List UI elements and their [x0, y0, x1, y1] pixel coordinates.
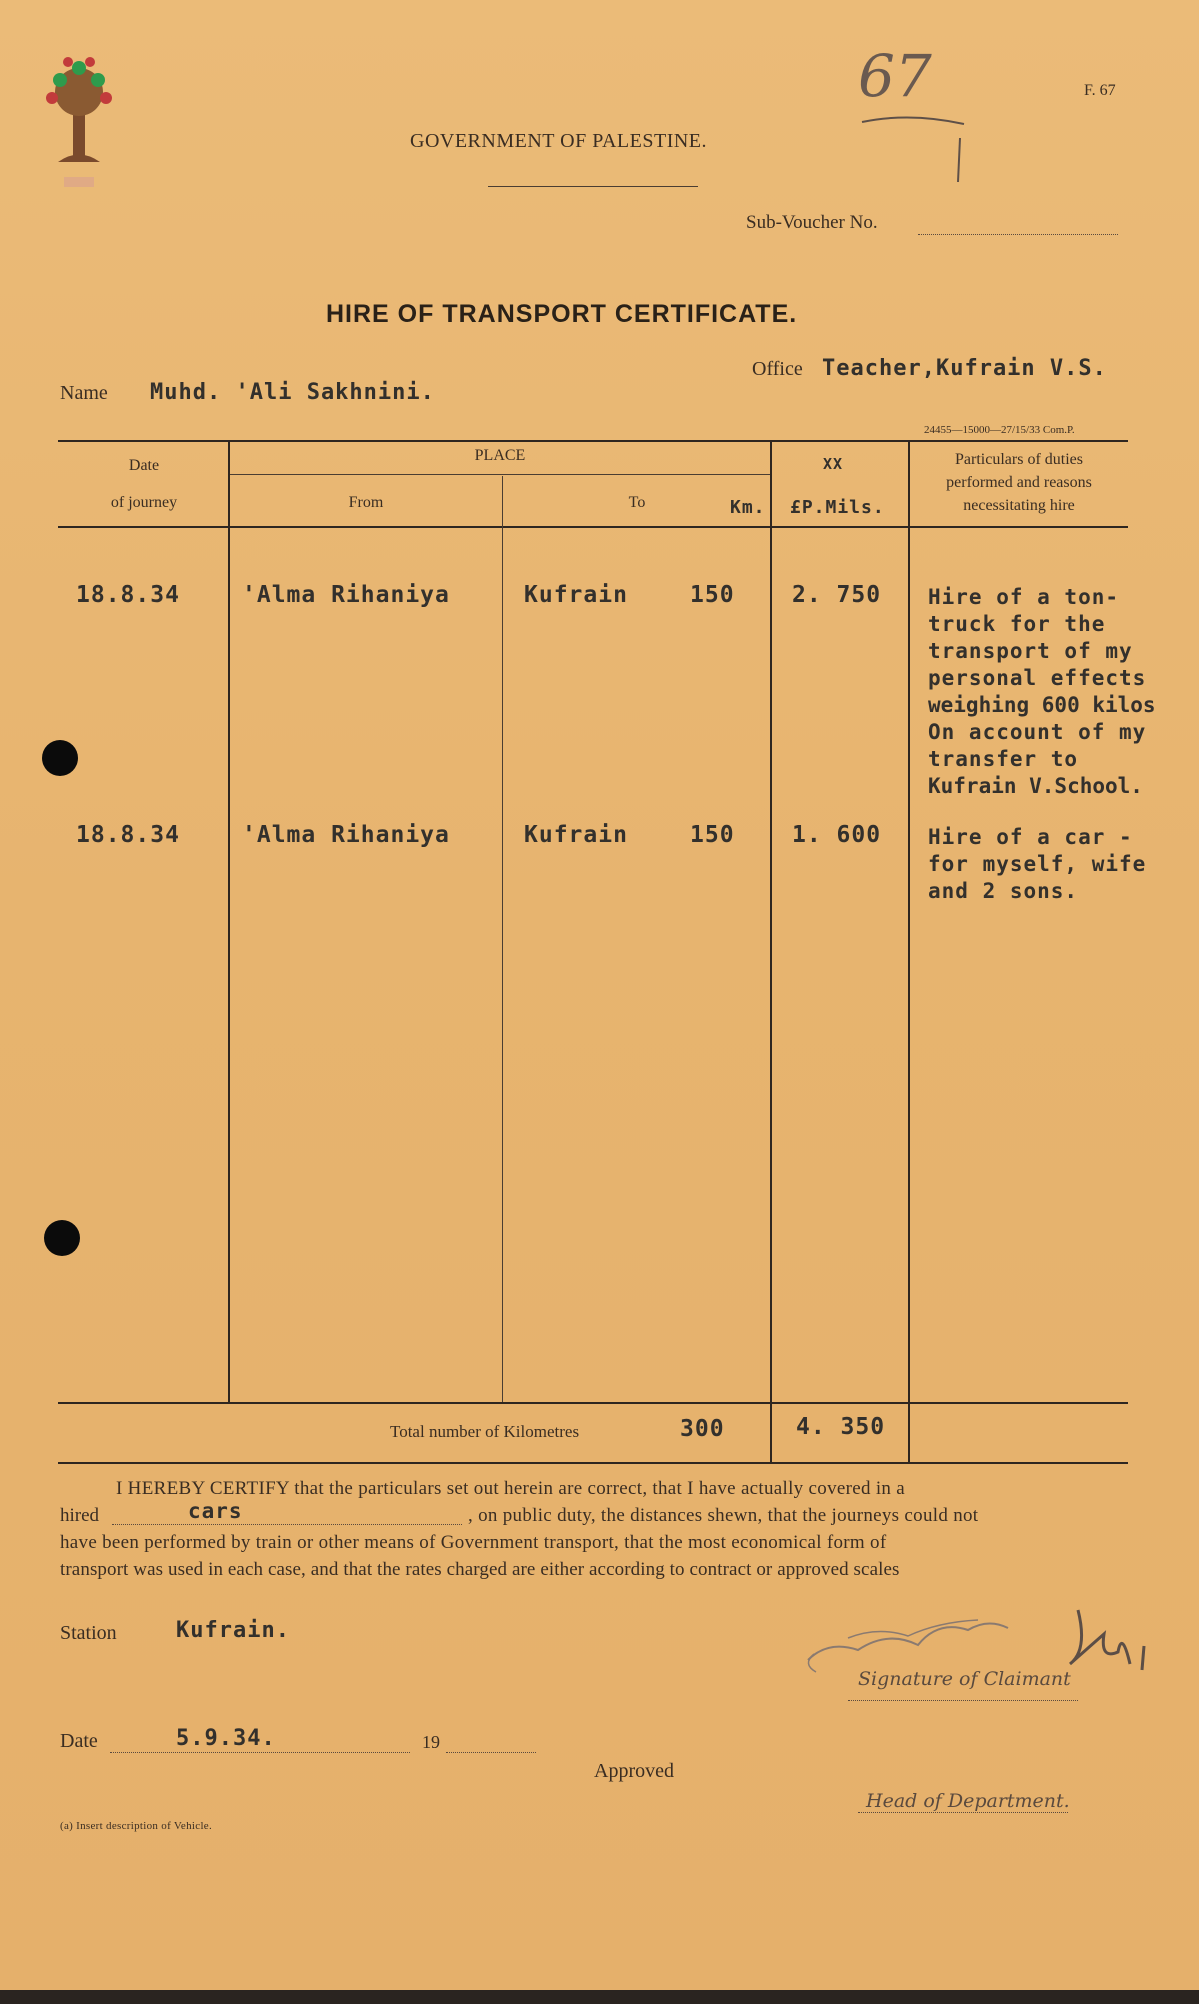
date-year-prefix: 19 — [422, 1732, 440, 1752]
office-value: Teacher,Kufrain V.S. — [822, 356, 1107, 381]
row2-to: Kufrain — [524, 822, 628, 848]
row1-particulars-4: personal effects — [928, 666, 1147, 690]
footnote: (a) Insert description of Vehicle. — [60, 1820, 213, 1832]
row1-particulars-8: Kufrain V.School. — [928, 774, 1143, 798]
head-of-department-label: Head of Department. — [866, 1790, 1070, 1812]
row2-particulars-3: and 2 sons. — [928, 879, 1079, 903]
punch-hole — [42, 740, 78, 776]
header-particulars-2: performed and reasons — [946, 474, 1092, 491]
tree-logo-icon — [38, 52, 120, 202]
header-km: Km. — [730, 497, 766, 518]
header-particulars-1: Particulars of duties — [955, 451, 1083, 468]
total-km: 300 — [680, 1416, 725, 1442]
row1-particulars-6: On account of my — [928, 720, 1147, 744]
date-value: 5.9.34. — [176, 1726, 276, 1751]
row1-date: 18.8.34 — [76, 582, 180, 608]
row2-km: 150 — [690, 822, 735, 848]
signature-label: Signature of Claimant — [858, 1668, 1071, 1690]
handwritten-folio-number: 67 — [858, 42, 932, 110]
date-label: Date — [60, 1730, 98, 1752]
row2-from: 'Alma Rihaniya — [242, 822, 450, 848]
form-number: F. 67 — [1084, 82, 1116, 99]
name-value: Muhd. 'Ali Sakhnini. — [150, 380, 435, 405]
header-place: PLACE — [474, 447, 526, 464]
station-label: Station — [60, 1622, 117, 1644]
row2-date: 18.8.34 — [76, 822, 180, 848]
office-label: Office — [752, 358, 803, 380]
row1-particulars-7: transfer to — [928, 747, 1079, 771]
header-date: Date — [128, 457, 160, 474]
government-title: GOVERNMENT OF PALESTINE. — [410, 130, 708, 152]
certification-line-4: transport was used in each case, and that the rates charged are either according to contract or approved scales — [60, 1559, 900, 1580]
certification-hired-value: cars — [188, 1499, 243, 1523]
row1-particulars-3: transport of my — [928, 639, 1133, 663]
row2-particulars-1: Hire of a car - — [928, 825, 1133, 849]
row1-km: 150 — [690, 582, 735, 608]
approved-label: Approved — [594, 1760, 674, 1782]
handwritten-stroke-icon — [860, 108, 980, 188]
row1-amount: 2. 750 — [792, 582, 882, 608]
page-bottom-edge — [0, 1990, 1199, 2004]
header-date-sub: of journey — [110, 494, 178, 511]
sub-voucher-label: Sub-Voucher No. — [746, 212, 878, 233]
name-label: Name — [60, 382, 108, 404]
certificate-title: HIRE OF TRANSPORT CERTIFICATE. — [326, 300, 798, 328]
certification-hired-label: hired — [60, 1505, 100, 1526]
total-amount: 4. 350 — [796, 1414, 886, 1440]
header-to: To — [628, 494, 646, 511]
station-value: Kufrain. — [176, 1618, 290, 1643]
header-amount-top: XX — [823, 455, 844, 473]
certification-line-2: , on public duty, the distances shewn, that the journeys could not — [468, 1505, 979, 1526]
print-reference: 24455—15000—27/15/33 Com.P. — [924, 424, 1075, 436]
row2-particulars-2: for myself, wife — [928, 852, 1147, 876]
header-from: From — [348, 494, 384, 511]
row1-particulars-1: Hire of a ton- — [928, 585, 1120, 609]
row1-from: 'Alma Rihaniya — [242, 582, 450, 608]
total-label: Total number of Kilometres — [390, 1422, 580, 1441]
row2-amount: 1. 600 — [792, 822, 882, 848]
row1-to: Kufrain — [524, 582, 628, 608]
certification-line-3: have been performed by train or other means of Government transport, that the most economical form of — [60, 1532, 887, 1553]
row1-particulars-2: truck for the — [928, 612, 1106, 636]
row1-particulars-5: weighing 600 kilos — [928, 693, 1156, 717]
header-particulars-3: necessitating hire — [963, 497, 1075, 514]
certification-line-1: I HEREBY CERTIFY that the particulars set out herein are correct, that I have actually covered in a — [116, 1478, 905, 1499]
header-amount-currency: £P.Mils. — [790, 497, 885, 518]
punch-hole — [44, 1220, 80, 1256]
